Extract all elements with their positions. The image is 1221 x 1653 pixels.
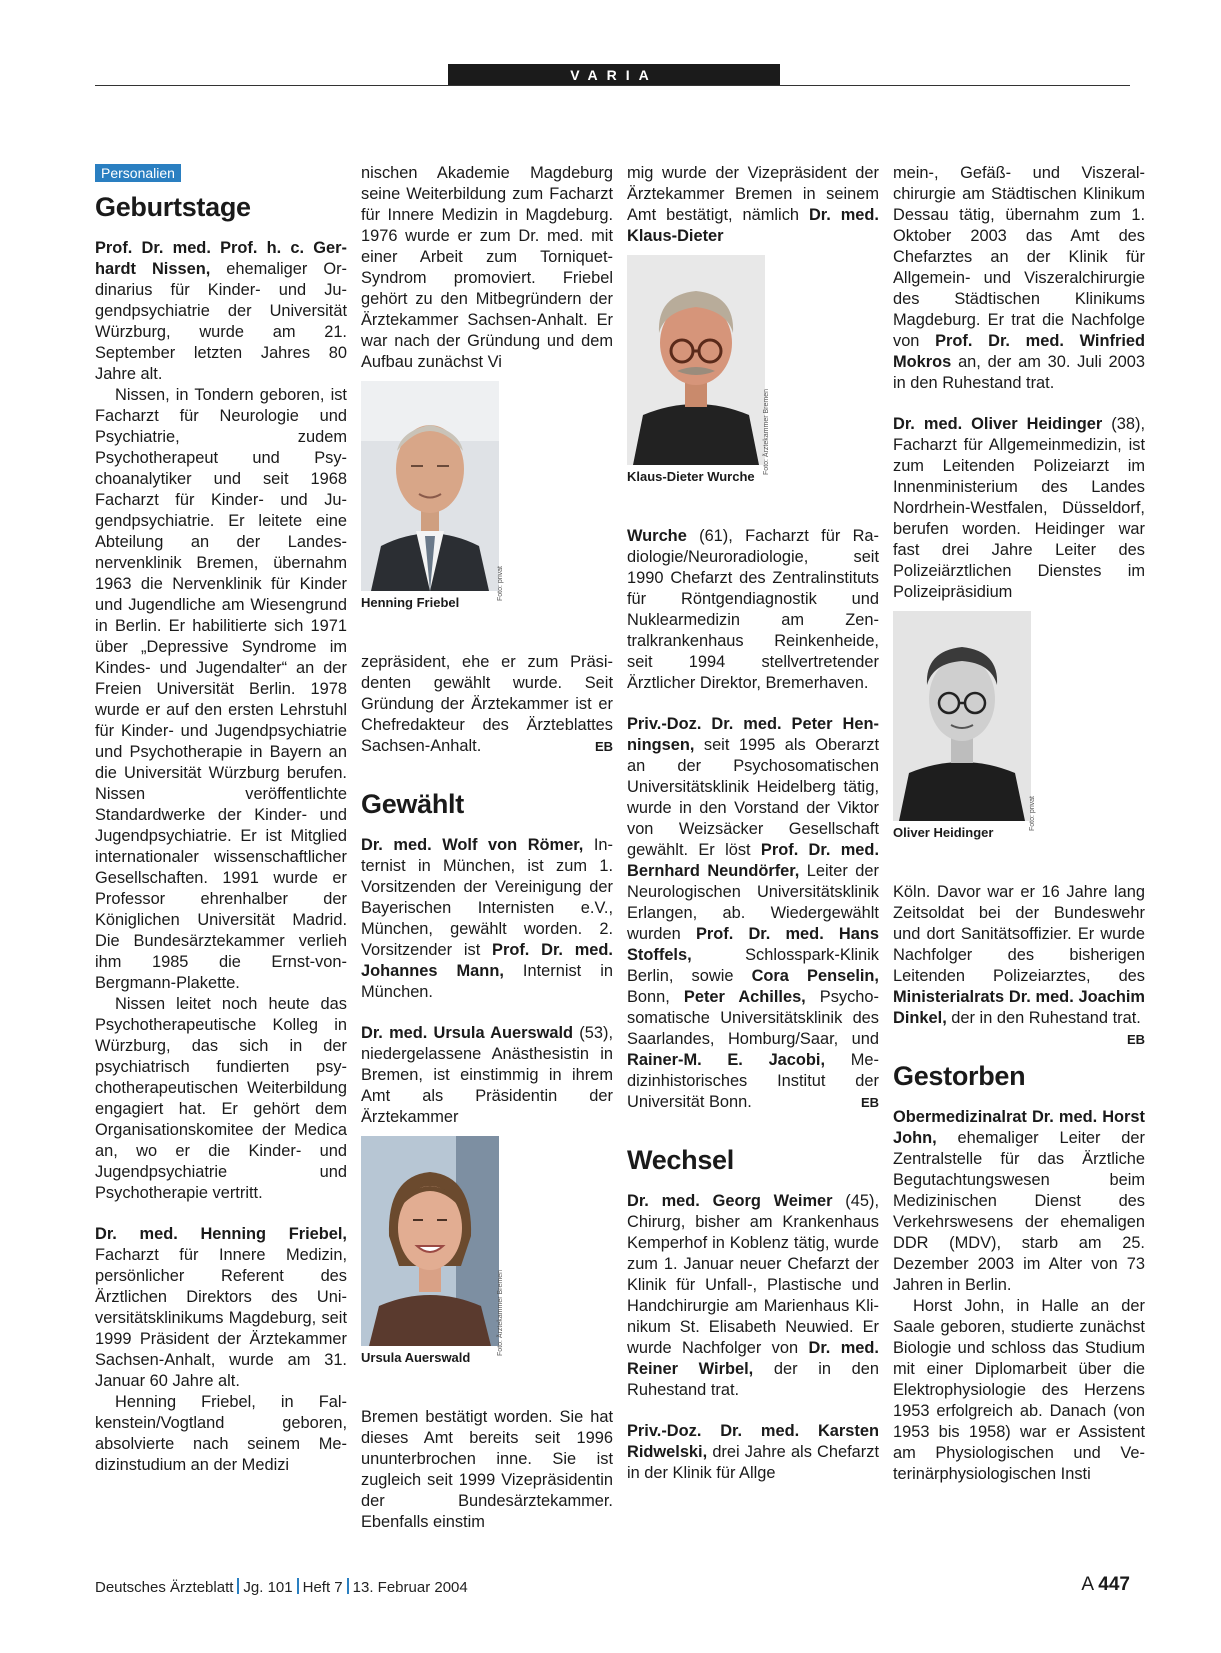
paragraph: Dr. med. Georg Weimer (45), Chirurg, bisher am Krankenhaus Kemperhof in Koblenz tätig, wurde zum 1. Januar neuer Chefarzt der Klinik für Unfall-, Plastische und Handchirurgie am Marienhaus Klinikum St. Elisabeth Neuwied. Er wurde Nachfolger von Dr. med. Reiner Wirbel, der in den Ruhestand trat. xyxy=(627,1192,879,1399)
heading-gestorben: Gestorben xyxy=(893,1061,1026,1091)
person-name: Prof. Dr. med. Hans Stoffels, xyxy=(627,925,879,964)
paragraph: Henning Friebel, in Falkenstein/Vogtland geboren, absolvierte nach seinem Medizinstudium an der Medizi xyxy=(95,1393,347,1474)
photo-klaus-dieter-wurche xyxy=(627,255,879,520)
photo-caption: Ursula Auerswald xyxy=(361,1350,471,1365)
journal-volume: Jg. 101 xyxy=(243,1579,293,1596)
person-name: Peter Achilles, xyxy=(683,988,806,1006)
photo-caption: Klaus-Dieter Wurche xyxy=(627,469,755,484)
column-4 xyxy=(893,163,1145,1558)
author-initials: EB xyxy=(1126,1032,1145,1047)
column-2 xyxy=(361,163,613,1558)
category-badge: Personalien xyxy=(95,164,181,182)
page-number: A 447 xyxy=(1081,1574,1130,1595)
portrait-photo xyxy=(361,381,499,591)
portrait-photo xyxy=(361,1136,499,1346)
photo-credit: Foto: Ärztekammer Bremen xyxy=(763,389,770,475)
footer-separator xyxy=(347,1578,349,1594)
photo-oliver-heidinger xyxy=(893,611,1145,876)
paragraph: Nissen, in Tondern geboren, ist Facharzt für Neurologie und Psychiatrie, zudem Psychotherapeut und Psychoanalytiker und seit 1968 Facharzt für Kinder- und Jugendpsychiatrie. Er leitete eine Abteilung an der Landesnervenklinik Bremen, übernahm 1963 die Nervenklinik für Kinder und Jugendliche am Wiesengrund in Berlin. Er habilitierte sich 1971 über „Depressive Syndrome im Kindes- und Jugendalter“ an der Freien Universität Berlin. 1978 wurde er auf den ersten Lehrstuhl für Kinder- und Jugendpsychiatrie und Psychotherapie in Bayern an die Universität Würzburg berufen. Nissen veröffentlichte Standardwerke der Kinder- und Jugendpsychiatrie. Er ist Mitglied internationaler wissenschaftlicher Gesellschaften. 1991 wurde er Professor ehrenhalber der Königlichen Universität Madrid. Die Bundesärztekammer verlieh ihm 1985 die Ernst-von-Bergmann-Plakette. xyxy=(95,386,347,992)
person-name: Prof. Dr. med. Johannes Mann, xyxy=(361,941,613,980)
photo-credit: Foto: privat xyxy=(1029,795,1036,831)
issue-date: 13. Februar 2004 xyxy=(352,1579,468,1596)
column-1 xyxy=(95,163,347,1558)
journal-issue: Heft 7 xyxy=(302,1579,343,1596)
photo-henning-friebel xyxy=(361,381,613,646)
paragraph: mig wurde der Vizepräsident der Ärztekammer Bremen in seinem Amt bestätigt, nämlich Dr. med. Klaus-Dieter xyxy=(627,164,879,245)
person-name: Dr. med. Wolf von Römer, xyxy=(361,836,584,854)
paragraph: Horst John, in Halle an der Saale geboren, studierte zunächst Biologie und schloss das Studium mit einer Diplomarbeit über die Elektrophysiologie des Herzens 1953 erfolgreich ab. Danach (von 1953 bis 1958) war er Assistent am Physiologischen und Veterinärphysiologischen Insti xyxy=(893,1297,1145,1483)
header-rule xyxy=(95,85,1130,86)
paragraph: Priv.-Doz. Dr. med. Karsten Ridwelski, drei Jahre als Chefarzt in der Klinik für Allge xyxy=(627,1422,879,1482)
person-name: Dr. med. Henning Friebel, xyxy=(95,1225,347,1243)
paragraph: Bremen bestätigt worden. Sie hat dieses Amt bereits seit 1996 ununterbrochen inne. Sie ist zugleich seit 1999 Vizepräsidentin der Bundesärztekammer. Ebenfalls einstim xyxy=(361,1408,613,1531)
photo-caption: Henning Friebel xyxy=(361,595,460,610)
paragraph: Dr. med. Ursula Auerswald (53), niedergelassene Anästhesistin in Bremen, ist einstimmig in ihrem Amt als Präsidentin der Ärztekammer xyxy=(361,1024,613,1126)
portrait-photo xyxy=(627,255,765,465)
paragraph: Köln. Davor war er 16 Jahre lang Zeitsoldat bei der Bundeswehr und dort Sanitätsoffizier. Er wurde Nachfolger des bisherigen Leitenden Polizeiarztes, des Ministerialrats Dr. med. Joachim Dinkel, der in den Ruhestand trat. EB xyxy=(893,882,1145,1029)
author-initials: EB xyxy=(594,739,613,754)
section-header: VARIA xyxy=(448,64,780,86)
person-name: Prof. Dr. med. Bernhard Neundörfer, xyxy=(627,841,879,880)
paragraph: Dr. med. Wolf von Römer, Internist in München, ist zum 1. Vorsitzenden der Vereinigung der Bayerischen Internisten e.V., München, gewählt worden. 2. Vorsitzender ist Prof. Dr. med. Johannes Mann, Internist in München. xyxy=(361,836,613,1001)
person-name: Priv.-Doz. Dr. med. Karsten Ridwelski, xyxy=(627,1422,879,1461)
person-name: Dr. med. Ursula Auerswald xyxy=(361,1024,574,1042)
photo-caption: Oliver Heidinger xyxy=(893,825,994,840)
paragraph: Wurche (61), Facharzt für Radiologie/Neuroradiologie, seit 1990 Chefarzt des Zentralinstituts für Röntgendiagnostik und Nuklearmedizin am Zentralkrankenhaus Reinkenheide, seit 1994 stellvertretender Ärztlicher Direktor, Bremerhaven. xyxy=(627,527,879,692)
author-initials: EB xyxy=(860,1095,879,1110)
paragraph: Prof. Dr. med. Prof. h. c. Gerhardt Nissen, ehemaliger Ordinarius für Kinder- und Jugendpsychiatrie der Universität Würzburg, wurde am 21. September letzten Jahres 80 Jahre alt. xyxy=(95,239,347,383)
person-name: Wurche xyxy=(627,527,687,545)
person-name: Ministerialrats Dr. med. Joachim Dinkel, xyxy=(893,988,1145,1027)
photo-credit: Foto: privat xyxy=(497,565,504,601)
portrait-photo xyxy=(893,611,1031,821)
journal-name: Deutsches Ärzteblatt xyxy=(95,1579,234,1596)
person-name: Dr. med. Reiner Wirbel, xyxy=(627,1339,879,1378)
person-name: Rainer-M. E. Jacobi, xyxy=(627,1051,826,1069)
person-name: Obermedizinalrat Dr. med. Horst John, xyxy=(893,1108,1145,1147)
person-name: Dr. med. Georg Weimer xyxy=(627,1192,833,1210)
column-3 xyxy=(627,163,879,1558)
heading-gewaehlt: Gewählt xyxy=(361,789,464,819)
paragraph: Dr. med. Oliver Heidinger (38), Facharzt für Allgemeinmedizin, ist zum Leitenden Polizeiarzt im Innenministerium des Landes Nordrhein-Westfalen, Düsseldorf, berufen worden. Heidinger war fast drei Jahre Leiter des Polizeiärztlichen Dienstes im Polizeipräsidium xyxy=(893,415,1145,601)
paragraph: Dr. med. Henning Friebel, Facharzt für Innere Medizin, persönlicher Referent des Ärztlichen Direktors des Universitätsklinikums Magdeburg, seit 1999 Präsident der Ärztekammer Sachsen-Anhalt, wurde am 31. Januar 60 Jahre alt. xyxy=(95,1225,347,1390)
photo-ursula-auerswald xyxy=(361,1136,613,1401)
footer-separator xyxy=(297,1578,299,1594)
page-footer xyxy=(95,1578,468,1596)
paragraph: Priv.-Doz. Dr. med. Peter Henningsen, seit 1995 als Oberarzt an der Psychosomatischen Universitätsklinik Heidelberg tätig, wurde in den Vorstand der Viktor von Weizsäcker Gesellschaft gewählt. Er löst Prof. Dr. med. Bernhard Neundörfer, Leiter der Neurologischen Universitätsklinik Erlangen, ab. Wiedergewählt wurden Prof. Dr. med. Hans Stoffels, Schlosspark-Klinik Berlin, sowie Cora Penselin, Bonn, Peter Achilles, Psychosomatische Universitätsklinik des Saarlandes, Homburg/Saar, und Rainer-M. E. Jacobi, Medizinhistorisches Institut der Universität Bonn. EB xyxy=(627,715,879,1111)
person-name: Dr. med. Klaus-Dieter xyxy=(627,206,879,245)
paragraph: mein-, Gefäß- und Viszeralchirurgie am Städtischen Klinikum Dessau tätig, übernahm zum 1. Oktober 2003 das Amt des Chefarztes an der Klinik für Allgemein- und Viszeralchirurgie des Städtischen Klinikums Magdeburg. Er trat die Nachfolge von Prof. Dr. med. Winfried Mokros an, der am 30. Juli 2003 in den Ruhestand trat. xyxy=(893,164,1145,392)
paragraph: Nissen leitet noch heute das Psychotherapeutische Kolleg in Würzburg, das sich in der psychiatrisch fundierten psychotherapeutischen Weiterbildung engagiert hat. Er gehört dem Organisationskomitee der Medica an, wo er die Kinder- und Jugendpsychiatrie und Psychotherapie vertritt. xyxy=(95,995,347,1202)
heading-geburtstage: Geburtstage xyxy=(95,192,251,222)
person-name: Prof. Dr. med. Winfried Mokros xyxy=(893,332,1145,371)
person-name: Prof. Dr. med. Prof. h. c. Gerhardt Nissen, xyxy=(95,239,347,278)
footer-separator xyxy=(237,1578,239,1594)
paragraph: nischen Akademie Magdeburg seine Weiterbildung zum Facharzt für Innere Medizin in Magdeburg. 1976 wurde er zum Dr. med. mit einer Arbeit zum Torniquet-Syndrom promoviert. Friebel gehört zu den Mitbegründern der Ärztekammer Sachsen-Anhalt. Er war nach der Gründung und dem Aufbau zunächst Vi xyxy=(361,164,613,371)
heading-wechsel: Wechsel xyxy=(627,1145,734,1175)
person-name: Cora Penselin, xyxy=(751,967,879,985)
photo-credit: Foto: Ärztekammer Bremen xyxy=(497,1270,504,1356)
paragraph: Obermedizinalrat Dr. med. Horst John, ehemaliger Leiter der Zentralstelle für das Ärztliche Begutachtungswesen beim Medizinischen Dienst des Verkehrswesens der ehemaligen DDR (MDV), starb am 25. Dezember 2003 im Alter von 73 Jahren in Berlin. xyxy=(893,1108,1145,1294)
person-name: Dr. med. Oliver Heidinger xyxy=(893,415,1103,433)
person-name: Priv.-Doz. Dr. med. Peter Henningsen, xyxy=(627,715,879,754)
paragraph: zepräsident, ehe er zum Präsidenten gewählt wurde. Seit Gründung der Ärztekammer ist er Chefredakteur des Ärzteblattes Sachsen-Anhalt. EB xyxy=(361,653,613,755)
